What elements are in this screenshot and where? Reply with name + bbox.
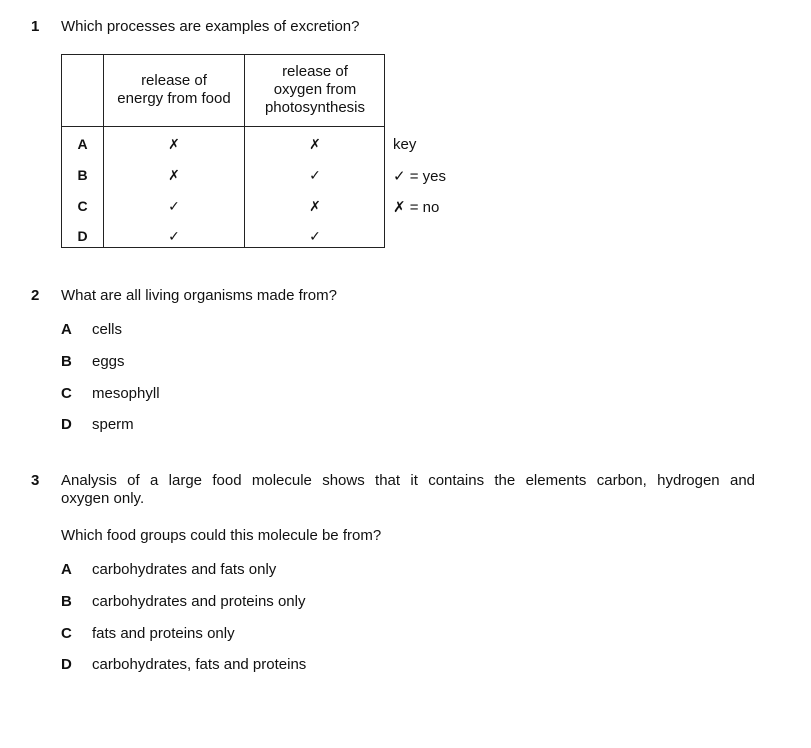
header-line: release of	[282, 63, 348, 80]
table-cell: ✗	[168, 167, 180, 183]
option-letter: C	[61, 385, 72, 402]
table-divider	[62, 126, 384, 127]
excretion-table	[61, 54, 385, 248]
table-cell: ✓	[168, 228, 180, 244]
option-letter: D	[61, 416, 72, 433]
key-yes: ✓ = yes	[393, 168, 447, 185]
option-text: carbohydrates and fats only	[92, 561, 277, 578]
option-text: carbohydrates and proteins only	[92, 593, 306, 610]
header-line: oxygen from	[273, 81, 357, 98]
table-cell: ✗	[168, 136, 180, 152]
question-3-prompt: Which food groups could this molecule be from?	[61, 527, 382, 544]
table-row-label-d: D	[77, 228, 88, 244]
option-text: sperm	[92, 416, 134, 433]
table-cell: ✗	[309, 136, 321, 152]
option-letter: B	[61, 353, 72, 370]
header-line: release of	[141, 72, 207, 89]
option-text: carbohydrates, fats and proteins	[92, 656, 307, 673]
option-letter: A	[61, 561, 72, 578]
table-row-label-a: A	[77, 136, 88, 152]
table-row-label-b: B	[77, 167, 88, 183]
table-cell: ✓	[309, 228, 321, 244]
table-cell: ✓	[168, 198, 180, 214]
table-header-oxygen	[245, 63, 385, 117]
option-text: eggs	[92, 353, 125, 370]
table-row-label-c: C	[77, 198, 88, 214]
option-letter: A	[61, 321, 72, 338]
option-letter: B	[61, 593, 72, 610]
question-1-number: 1	[31, 18, 40, 35]
question-3-text-line1: Analysis of a large food molecule shows that it contains the elements carbon, hydrogen and	[61, 472, 755, 489]
option-text: fats and proteins only	[92, 625, 235, 642]
option-text: cells	[92, 321, 123, 338]
question-3-number: 3	[31, 472, 40, 489]
question-2-number: 2	[31, 287, 40, 304]
question-1-text: Which processes are examples of excretion?	[61, 18, 360, 35]
question-3-text-line2: oxygen only.	[61, 490, 145, 507]
question-2-text: What are all living organisms made from?	[61, 287, 337, 304]
option-letter: D	[61, 656, 72, 673]
table-cell: ✗	[309, 198, 321, 214]
header-line: photosynthesis	[264, 99, 366, 116]
key-title: key	[393, 136, 417, 153]
table-header-energy	[104, 72, 244, 108]
table-cell: ✓	[309, 167, 321, 183]
option-text: mesophyll	[92, 385, 160, 402]
header-line: energy from food	[117, 90, 231, 107]
option-letter: C	[61, 625, 72, 642]
key-no: ✗ = no	[393, 199, 440, 216]
